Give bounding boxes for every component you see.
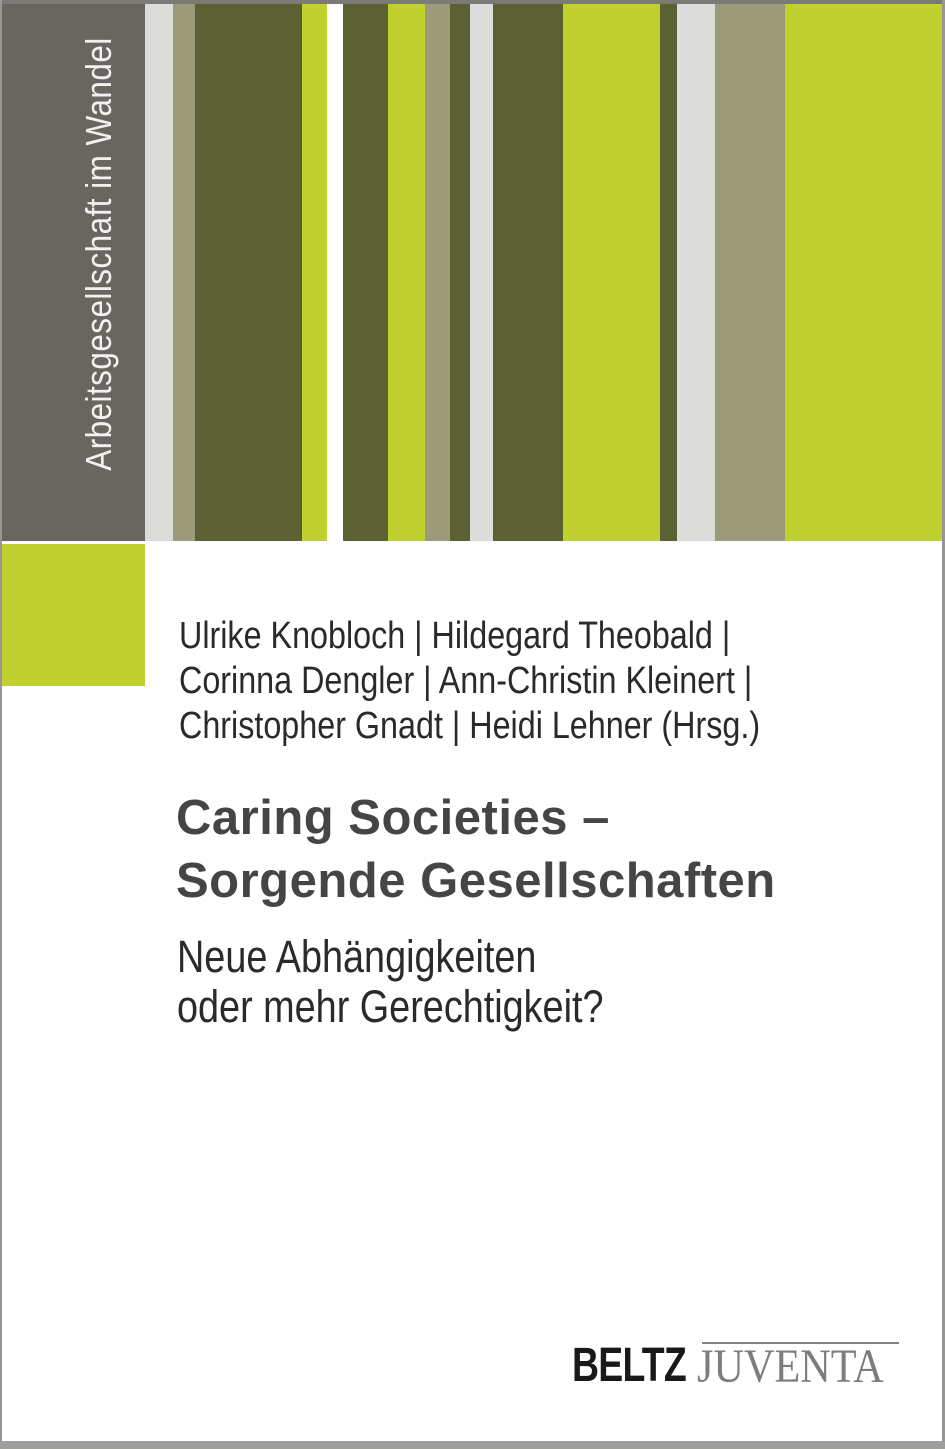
accent-block bbox=[2, 544, 145, 686]
stripe-6 bbox=[343, 4, 388, 541]
series-banner bbox=[2, 4, 145, 541]
series-title: Arbeitsgesellschaft im Wandel bbox=[78, 37, 119, 471]
page-border-bottom bbox=[0, 1441, 945, 1449]
stripe-16 bbox=[785, 4, 942, 541]
page-border-top bbox=[0, 0, 945, 4]
editors-line-1: Ulrike Knobloch | Hildegard Theobald | bbox=[179, 615, 731, 657]
stripe-9 bbox=[450, 4, 470, 541]
stripe-13 bbox=[660, 4, 677, 541]
title-line-1: Caring Societies – bbox=[176, 791, 610, 845]
book-subtitle bbox=[177, 932, 604, 1032]
stripe-7 bbox=[388, 4, 425, 541]
publisher-beltz-wordmark: BELTZ bbox=[572, 1339, 686, 1392]
stripe-4 bbox=[302, 4, 327, 541]
stripe-14 bbox=[677, 4, 715, 541]
publisher-juventa-wordmark: JUVENTA bbox=[697, 1340, 884, 1393]
stripe-12 bbox=[563, 4, 660, 541]
editors-line-3: Christopher Gnadt | Heidi Lehner (Hrsg.) bbox=[179, 705, 761, 747]
subtitle-line-1: Neue Abhängigkeiten bbox=[177, 931, 537, 982]
subtitle-line-2: oder mehr Gerechtigkeit? bbox=[177, 981, 604, 1032]
stripe-8 bbox=[425, 4, 450, 541]
stripe-10 bbox=[470, 4, 493, 541]
publisher-logo bbox=[560, 1330, 920, 1400]
title-line-2: Sorgende Gesellschaften bbox=[176, 854, 776, 908]
stripe-3 bbox=[195, 4, 302, 541]
stripe-15 bbox=[715, 4, 785, 541]
book-title bbox=[176, 787, 776, 913]
editors-line-2: Corinna Dengler | Ann-Christin Kleinert | bbox=[179, 660, 753, 702]
stripe-1 bbox=[145, 4, 173, 541]
stripe-5 bbox=[327, 4, 343, 541]
stripe-11 bbox=[493, 4, 563, 541]
editors-block bbox=[179, 614, 760, 749]
page-border-left bbox=[0, 0, 2, 1449]
stripe-2 bbox=[173, 4, 195, 541]
